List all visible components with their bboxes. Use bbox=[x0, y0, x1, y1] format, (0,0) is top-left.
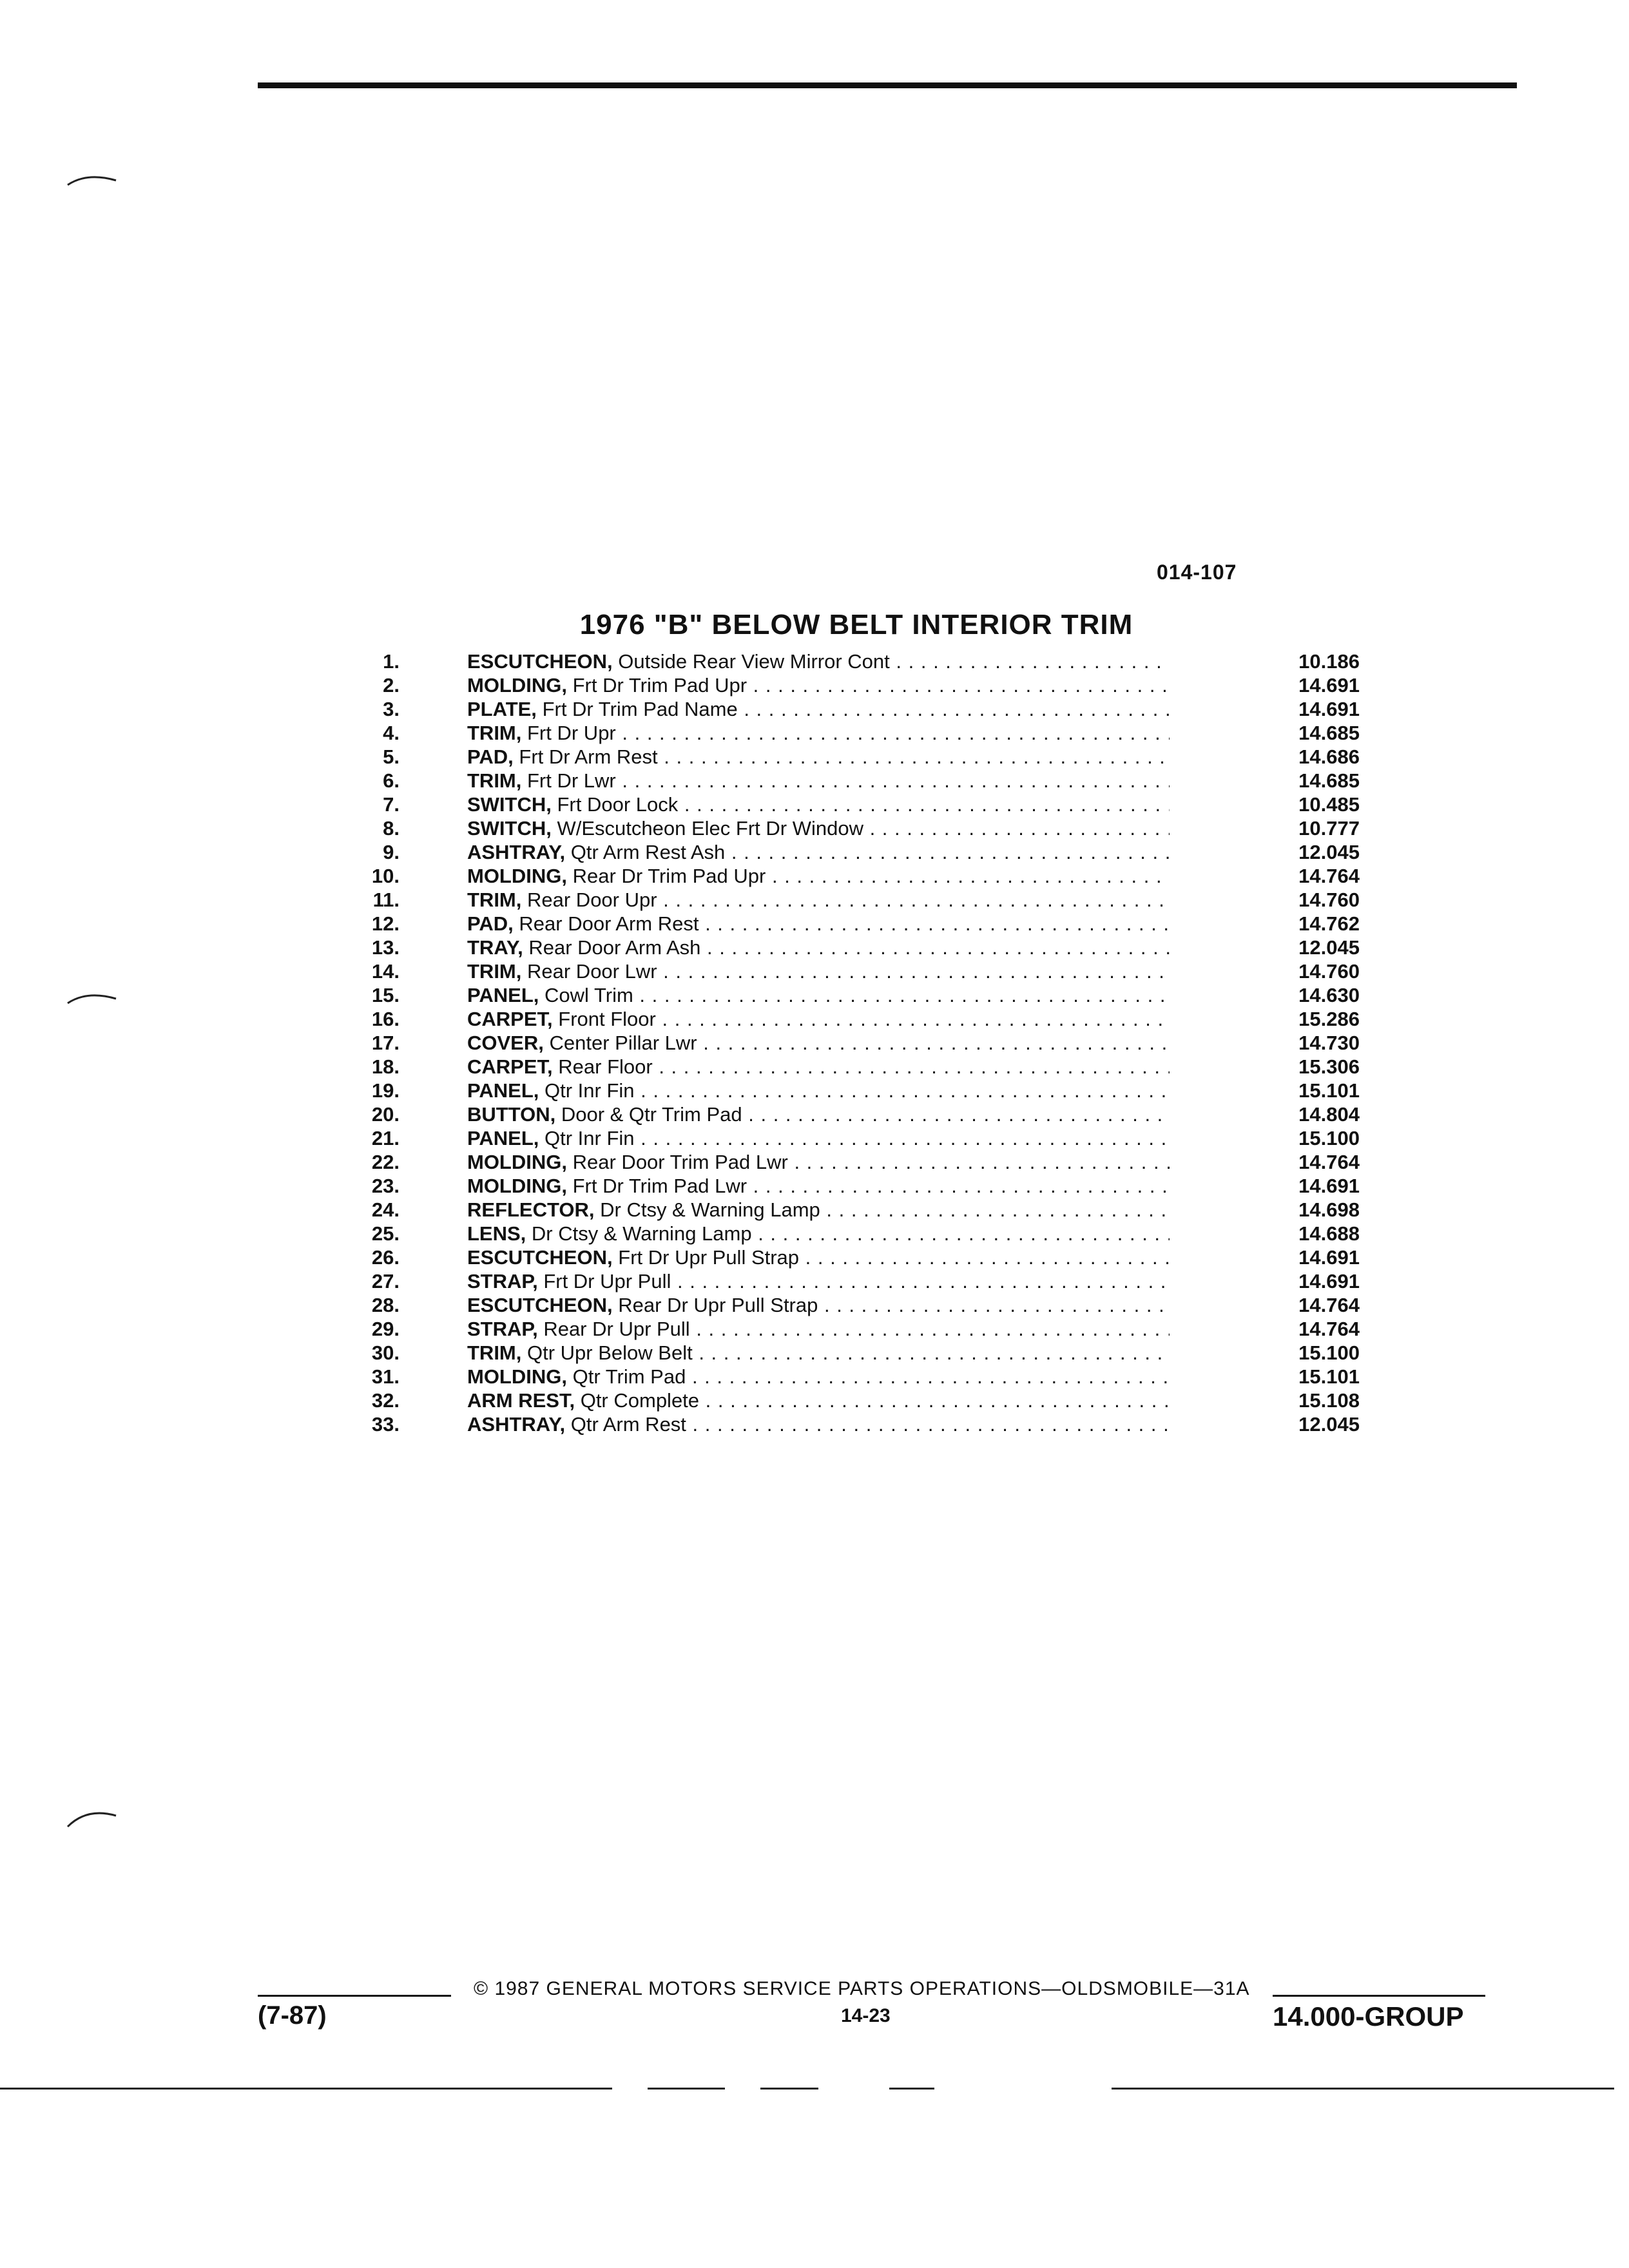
part-description bbox=[467, 1293, 1170, 1317]
part-group-code: 12.045 bbox=[1298, 1413, 1360, 1436]
part-noun: TRIM, bbox=[467, 769, 522, 792]
part-description-text: Frt Dr Upr Pull bbox=[543, 1270, 671, 1293]
part-description-text: Frt Dr Arm Rest bbox=[519, 745, 658, 768]
part-description-text: Dr Ctsy & Warning Lamp bbox=[531, 1222, 752, 1245]
part-description-text: Qtr Arm Rest Ash bbox=[570, 841, 726, 863]
part-number: 9. bbox=[383, 841, 400, 863]
bottom-rule-segment bbox=[1112, 2088, 1614, 2090]
part-description bbox=[467, 864, 1170, 888]
part-number: 3. bbox=[383, 698, 400, 720]
part-description-text: Frt Dr Upr Pull Strap bbox=[618, 1246, 800, 1269]
parts-list-item bbox=[354, 1245, 1360, 1269]
part-description-text: Frt Dr Lwr bbox=[527, 769, 616, 792]
part-description bbox=[467, 649, 1170, 673]
part-description-text: Frt Dr Trim Pad Lwr bbox=[572, 1175, 747, 1197]
part-noun: ESCUTCHEON, bbox=[467, 650, 613, 673]
part-noun: LENS, bbox=[467, 1222, 526, 1245]
part-noun: PANEL, bbox=[467, 1127, 539, 1149]
parts-list-item bbox=[354, 888, 1360, 912]
part-description bbox=[467, 816, 1170, 840]
part-description bbox=[467, 1365, 1170, 1389]
part-noun: BUTTON, bbox=[467, 1103, 556, 1126]
bottom-rule-segment bbox=[760, 2088, 818, 2090]
parts-list-item bbox=[354, 1222, 1360, 1245]
part-number: 8. bbox=[383, 817, 400, 840]
part-description bbox=[467, 793, 1170, 816]
part-description-text: Frt Dr Trim Pad Name bbox=[542, 698, 738, 720]
part-description bbox=[467, 721, 1170, 745]
part-group-code: 14.764 bbox=[1298, 865, 1360, 887]
part-description-text: Qtr Complete bbox=[580, 1389, 700, 1412]
part-number: 14. bbox=[371, 960, 400, 983]
footer-page-number: 14-23 bbox=[841, 2005, 891, 2026]
part-group-code: 14.691 bbox=[1298, 674, 1360, 697]
part-description bbox=[467, 1269, 1170, 1293]
part-number: 21. bbox=[371, 1127, 400, 1149]
part-description bbox=[467, 1007, 1170, 1031]
part-group-code: 14.764 bbox=[1298, 1318, 1360, 1340]
part-description-text: Rear Door Upr bbox=[527, 889, 657, 911]
part-description-text: Qtr Arm Rest bbox=[570, 1413, 686, 1436]
part-description-text: Door & Qtr Trim Pad bbox=[561, 1103, 742, 1126]
part-description-text: Rear Door Arm Ash bbox=[528, 936, 701, 959]
part-noun: STRAP, bbox=[467, 1318, 538, 1340]
part-number: 10. bbox=[371, 865, 400, 887]
bottom-rule-segment bbox=[0, 2088, 612, 2090]
parts-list-item bbox=[354, 1055, 1360, 1079]
part-description-text: Rear Door Trim Pad Lwr bbox=[572, 1151, 788, 1173]
part-noun: PAD, bbox=[467, 912, 514, 935]
part-description-text: Frt Dr Upr bbox=[527, 722, 616, 744]
part-number: 31. bbox=[371, 1365, 400, 1388]
parts-list-item bbox=[354, 912, 1360, 936]
part-description bbox=[467, 1174, 1170, 1198]
parts-list-item bbox=[354, 769, 1360, 793]
part-number: 15. bbox=[371, 984, 400, 1006]
parts-list-item bbox=[354, 1079, 1360, 1102]
part-number: 32. bbox=[371, 1389, 400, 1412]
punch-hole-mark-top bbox=[64, 169, 122, 201]
part-group-code: 14.764 bbox=[1298, 1294, 1360, 1316]
parts-list-item bbox=[354, 1150, 1360, 1174]
part-group-code: 14.691 bbox=[1298, 1270, 1360, 1293]
part-group-code: 14.730 bbox=[1298, 1032, 1360, 1054]
part-noun: SWITCH, bbox=[467, 793, 552, 816]
part-noun: TRIM, bbox=[467, 1341, 522, 1364]
part-number: 28. bbox=[371, 1294, 400, 1316]
part-number: 5. bbox=[383, 745, 400, 768]
part-group-code: 10.777 bbox=[1298, 817, 1360, 840]
parts-list-item bbox=[354, 816, 1360, 840]
part-number: 26. bbox=[371, 1246, 400, 1269]
part-description bbox=[467, 1055, 1170, 1079]
part-description-text: Rear Floor bbox=[558, 1055, 653, 1078]
part-noun: SWITCH, bbox=[467, 817, 552, 840]
part-group-code: 15.108 bbox=[1298, 1389, 1360, 1412]
part-description-text: Frt Dr Trim Pad Upr bbox=[572, 674, 747, 697]
part-number: 12. bbox=[371, 912, 400, 935]
part-description bbox=[467, 888, 1170, 912]
parts-list-item bbox=[354, 1031, 1360, 1055]
parts-list-item bbox=[354, 697, 1360, 721]
part-group-code: 14.686 bbox=[1298, 745, 1360, 768]
parts-list bbox=[354, 649, 1360, 1436]
parts-list-item bbox=[354, 936, 1360, 959]
part-noun: ESCUTCHEON, bbox=[467, 1294, 613, 1316]
part-description bbox=[467, 673, 1170, 697]
part-noun: TRAY, bbox=[467, 936, 523, 959]
part-number: 7. bbox=[383, 793, 400, 816]
parts-list-item bbox=[354, 1365, 1360, 1389]
document-id: 014-107 bbox=[1157, 561, 1237, 584]
parts-list-item bbox=[354, 1198, 1360, 1222]
punch-hole-mark-middle bbox=[64, 987, 122, 1019]
part-description bbox=[467, 912, 1170, 936]
part-number: 17. bbox=[371, 1032, 400, 1054]
part-noun: ASHTRAY, bbox=[467, 841, 566, 863]
part-group-code: 15.286 bbox=[1298, 1008, 1360, 1030]
part-number: 33. bbox=[371, 1413, 400, 1436]
part-number: 13. bbox=[371, 936, 400, 959]
parts-list-item bbox=[354, 1389, 1360, 1412]
part-noun: CARPET, bbox=[467, 1055, 553, 1078]
part-group-code: 14.760 bbox=[1298, 960, 1360, 983]
part-description bbox=[467, 1222, 1170, 1245]
part-description-text: Qtr Upr Below Belt bbox=[527, 1341, 693, 1364]
parts-list-item bbox=[354, 745, 1360, 769]
part-group-code: 14.691 bbox=[1298, 1175, 1360, 1197]
part-group-code: 10.485 bbox=[1298, 793, 1360, 816]
part-noun: MOLDING, bbox=[467, 674, 567, 697]
part-number: 30. bbox=[371, 1341, 400, 1364]
part-description bbox=[467, 745, 1170, 769]
parts-list-item bbox=[354, 1174, 1360, 1198]
parts-list-item bbox=[354, 793, 1360, 816]
part-noun: ESCUTCHEON, bbox=[467, 1246, 613, 1269]
parts-list-item bbox=[354, 1269, 1360, 1293]
part-description-text: Outside Rear View Mirror Cont bbox=[618, 650, 890, 673]
part-noun: PAD, bbox=[467, 745, 514, 768]
part-group-code: 14.691 bbox=[1298, 1246, 1360, 1269]
part-number: 4. bbox=[383, 722, 400, 744]
footer-date-code: (7-87) bbox=[258, 2001, 327, 2030]
part-number: 22. bbox=[371, 1151, 400, 1173]
part-description bbox=[467, 1389, 1170, 1412]
part-group-code: 15.101 bbox=[1298, 1365, 1360, 1388]
parts-list-item bbox=[354, 1341, 1360, 1365]
part-description-text: Qtr Trim Pad bbox=[572, 1365, 686, 1388]
part-description-text: Rear Door Lwr bbox=[527, 960, 657, 983]
part-group-code: 15.100 bbox=[1298, 1127, 1360, 1149]
part-description-text: Qtr Inr Fin bbox=[545, 1127, 635, 1149]
part-noun: MOLDING, bbox=[467, 1175, 567, 1197]
part-description-text: Qtr Inr Fin bbox=[545, 1079, 635, 1102]
part-description-text: Dr Ctsy & Warning Lamp bbox=[600, 1198, 820, 1221]
footer-rule-left bbox=[258, 1995, 451, 1997]
part-number: 11. bbox=[372, 889, 400, 911]
parts-list-item bbox=[354, 673, 1360, 697]
parts-list-item bbox=[354, 1007, 1360, 1031]
part-description bbox=[467, 1102, 1170, 1126]
part-description-text: Rear Dr Upr Pull Strap bbox=[618, 1294, 818, 1316]
part-description bbox=[467, 1198, 1170, 1222]
part-description bbox=[467, 1079, 1170, 1102]
part-number: 25. bbox=[371, 1222, 400, 1245]
part-description bbox=[467, 1317, 1170, 1341]
part-noun: CARPET, bbox=[467, 1008, 553, 1030]
footer-rule-right bbox=[1273, 1995, 1485, 1997]
part-description bbox=[467, 936, 1170, 959]
page-title: 1976 "B" BELOW BELT INTERIOR TRIM bbox=[579, 609, 1133, 640]
part-group-code: 10.186 bbox=[1298, 650, 1360, 673]
part-group-code: 14.760 bbox=[1298, 889, 1360, 911]
part-description bbox=[467, 769, 1170, 793]
part-noun: ASHTRAY, bbox=[467, 1413, 566, 1436]
part-description bbox=[467, 697, 1170, 721]
part-number: 19. bbox=[371, 1079, 400, 1102]
part-description-text: Rear Dr Upr Pull bbox=[543, 1318, 690, 1340]
part-noun: ARM REST, bbox=[467, 1389, 575, 1412]
parts-list-item bbox=[354, 1293, 1360, 1317]
part-noun: MOLDING, bbox=[467, 865, 567, 887]
part-group-code: 15.306 bbox=[1298, 1055, 1360, 1078]
part-group-code: 14.764 bbox=[1298, 1151, 1360, 1173]
part-noun: COVER, bbox=[467, 1032, 544, 1054]
part-group-code: 12.045 bbox=[1298, 841, 1360, 863]
part-number: 29. bbox=[371, 1318, 400, 1340]
part-description-text: Cowl Trim bbox=[545, 984, 633, 1006]
part-noun: STRAP, bbox=[467, 1270, 538, 1293]
part-group-code: 14.762 bbox=[1298, 912, 1360, 935]
part-group-code: 14.685 bbox=[1298, 769, 1360, 792]
part-noun: REFLECTOR, bbox=[467, 1198, 595, 1221]
part-description bbox=[467, 1031, 1170, 1055]
part-description-text: Frt Door Lock bbox=[557, 793, 679, 816]
part-group-code: 12.045 bbox=[1298, 936, 1360, 959]
part-description-text: Front Floor bbox=[558, 1008, 656, 1030]
part-number: 23. bbox=[371, 1175, 400, 1197]
parts-list-item bbox=[354, 721, 1360, 745]
part-group-code: 14.804 bbox=[1298, 1103, 1360, 1126]
part-group-code: 14.698 bbox=[1298, 1198, 1360, 1221]
part-number: 20. bbox=[371, 1103, 400, 1126]
part-noun: TRIM, bbox=[467, 889, 522, 911]
part-number: 2. bbox=[383, 674, 400, 697]
part-description bbox=[467, 959, 1170, 983]
part-noun: TRIM, bbox=[467, 722, 522, 744]
part-noun: MOLDING, bbox=[467, 1365, 567, 1388]
footer-copyright: © 1987 GENERAL MOTORS SERVICE PARTS OPERATIONS—OLDSMOBILE—31A bbox=[474, 1978, 1250, 1999]
part-description bbox=[467, 1245, 1170, 1269]
part-number: 27. bbox=[371, 1270, 400, 1293]
parts-list-item bbox=[354, 840, 1360, 864]
part-number: 16. bbox=[371, 1008, 400, 1030]
part-group-code: 14.691 bbox=[1298, 698, 1360, 720]
parts-list-item bbox=[354, 1126, 1360, 1150]
part-description-text: Center Pillar Lwr bbox=[549, 1032, 697, 1054]
part-noun: MOLDING, bbox=[467, 1151, 567, 1173]
parts-list-item bbox=[354, 1317, 1360, 1341]
part-noun: TRIM, bbox=[467, 960, 522, 983]
part-description-text: Rear Door Arm Rest bbox=[519, 912, 699, 935]
part-description bbox=[467, 1412, 1170, 1436]
part-description-text: W/Escutcheon Elec Frt Dr Window bbox=[557, 817, 863, 840]
parts-list-item bbox=[354, 1412, 1360, 1436]
part-description-text: Rear Dr Trim Pad Upr bbox=[572, 865, 766, 887]
bottom-rule-segment bbox=[648, 2088, 725, 2090]
top-rule bbox=[258, 82, 1517, 88]
part-description bbox=[467, 1126, 1170, 1150]
part-noun: PANEL, bbox=[467, 1079, 539, 1102]
part-noun: PANEL, bbox=[467, 984, 539, 1006]
part-description bbox=[467, 983, 1170, 1007]
punch-hole-mark-bottom bbox=[64, 1804, 122, 1836]
footer-group-label: 14.000-GROUP bbox=[1273, 2001, 1464, 2032]
parts-list-item bbox=[354, 1102, 1360, 1126]
part-group-code: 14.630 bbox=[1298, 984, 1360, 1006]
part-group-code: 15.101 bbox=[1298, 1079, 1360, 1102]
parts-list-item bbox=[354, 983, 1360, 1007]
part-description bbox=[467, 840, 1170, 864]
bottom-rule-segment bbox=[889, 2088, 934, 2090]
part-description bbox=[467, 1341, 1170, 1365]
parts-list-item bbox=[354, 649, 1360, 673]
part-group-code: 14.688 bbox=[1298, 1222, 1360, 1245]
part-group-code: 15.100 bbox=[1298, 1341, 1360, 1364]
part-noun: PLATE, bbox=[467, 698, 537, 720]
part-number: 1. bbox=[383, 650, 400, 673]
part-description bbox=[467, 1150, 1170, 1174]
part-number: 18. bbox=[371, 1055, 400, 1078]
parts-list-item bbox=[354, 959, 1360, 983]
part-number: 6. bbox=[383, 769, 400, 792]
part-number: 24. bbox=[371, 1198, 400, 1221]
part-group-code: 14.685 bbox=[1298, 722, 1360, 744]
parts-list-item bbox=[354, 864, 1360, 888]
